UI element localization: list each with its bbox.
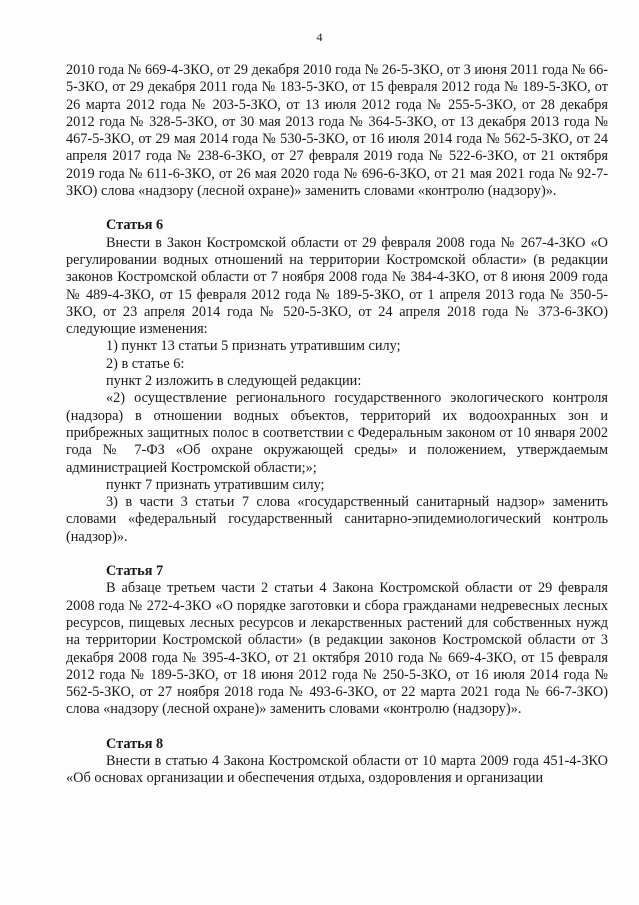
page-number: 4 (316, 30, 323, 44)
article-6-item-2: 2) в статье 6: (106, 355, 185, 372)
article-6-heading: Статья 6 (106, 217, 164, 234)
article-6-item-2-sub: пункт 2 изложить в следующей редакции: (106, 373, 362, 390)
article-6-item-2-point-7: пункт 7 признать утратившим силу; (106, 476, 325, 493)
article-7-heading: Статья 7 (106, 563, 164, 580)
paragraph-continuation: 2010 года № 669-4-ЗКО, от 29 декабря 2010 года № 26-5-ЗКО, от 3 июня 2011 года № 66-5-ЗКО, от 29 декабря 2011 года № 183-5-ЗКО, от 15 февраля 2012 года № 189-5-ЗКО, от 26 марта 2012 года № 203-5-ЗКО, от 13 июля 2012 года № 255-5-ЗКО, от 28 декабря 2012 года № 328-5-ЗКО, от 30 мая 2013 года № 364-5-ЗКО, от 13 декабря 2013 года № 467-5-ЗКО, от 29 мая 2014 года № 530-5-ЗКО, от 16 июля 2014 года № 562-5-ЗКО, от 24 апреля 2017 года № 238-6-ЗКО, от 27 февраля 2019 года № 522-6-ЗКО, от 21 октября 2019 года № 611-6-ЗКО, от 26 мая 2020 года № 696-6-ЗКО, от 21 мая 2021 года № 92-7-ЗКО) слова «надзору (лесной охране)» заменить словами «контролю (надзору)». (66, 62, 608, 200)
document-body (66, 62, 608, 788)
article-6-item-2-quote: «2) осуществление регионального государственного экологического контроля (надзора) в отношении водных объектов, территорий их водоохранных зон и прибрежных защитных полос в соответствии с Федеральным законом от 10 января 2002 года № 7-ФЗ «Об охране окружающей среды» и положением, утверждаемым администрацией Костромской области;»; (66, 390, 608, 476)
article-6-intro: Внести в Закон Костромской области от 29 февраля 2008 года № 267-4-ЗКО «О регулировании водных отношений на территории Костромской области» (в редакции законов Костромской области от 7 ноября 2008 года № 384-4-ЗКО, от 8 июня 2009 года № 489-4-ЗКО, от 15 февраля 2012 года № 189-5-ЗКО, от 1 апреля 2013 года № 350-5-ЗКО, от 23 апреля 2014 года № 520-5-ЗКО, от 24 апреля 2018 года № 373-6-ЗКО) следующие изменения: (66, 234, 608, 338)
article-8-body: Внести в статью 4 Закона Костромской области от 10 марта 2009 года 451-4-ЗКО «Об основах организации и обеспечения отдыха, оздоровления и организации (66, 752, 608, 787)
article-6-item-1: 1) пункт 13 статьи 5 признать утратившим силу; (106, 338, 401, 355)
article-6-item-3: 3) в части 3 статьи 7 слова «государственный санитарный надзор» заменить словами «федеральный государственный санитарно-эпидемиологический контроль (надзор)». (66, 494, 608, 545)
article-7-body: В абзаце третьем части 2 статьи 4 Закона Костромской области от 29 февраля 2008 года № 272-4-ЗКО «О порядке заготовки и сбора гражданами недревесных лесных ресурсов, пищевых лесных ресурсов и лекарственных растений для собственных нужд на территории Костромской области» (в редакции законов Костромской области от 3 декабря 2008 года № 395-4-ЗКО, от 21 октября 2010 года № 669-4-ЗКО, от 15 февраля 2012 года № 189-5-ЗКО, от 18 июня 2012 года № 250-5-ЗКО, от 16 июля 2014 года № 562-5-ЗКО, от 27 ноября 2018 года № 493-6-ЗКО, от 22 марта 2021 года № 66-7-ЗКО) слова «надзору (лесной охране)» заменить словами «контролю (надзору)». (66, 580, 608, 718)
article-8-heading: Статья 8 (106, 735, 164, 752)
